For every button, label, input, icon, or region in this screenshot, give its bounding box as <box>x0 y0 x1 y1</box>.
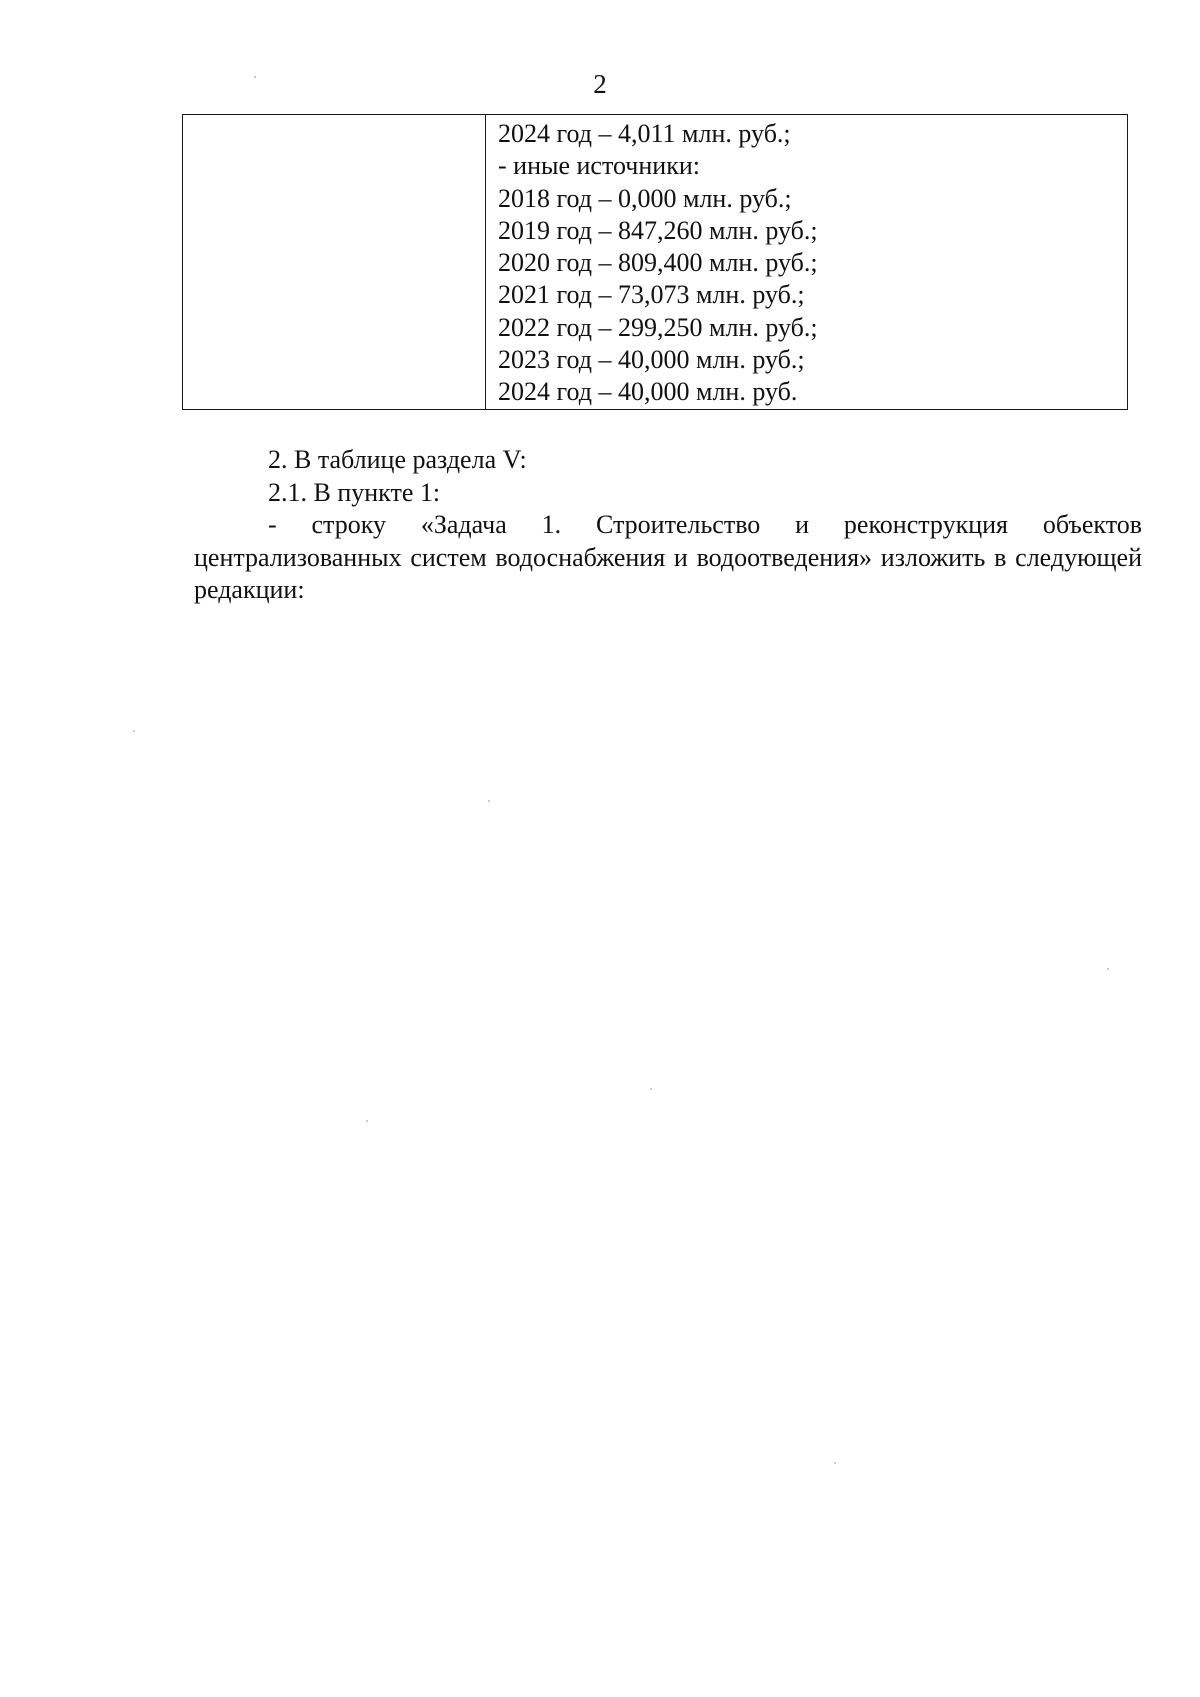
scan-speck <box>133 730 135 732</box>
page-number: 2 <box>593 69 607 99</box>
scan-speck <box>488 800 490 802</box>
funding-line: 2019 год – 847,260 млн. руб.; <box>498 215 818 245</box>
funding-line: 2020 год – 809,400 млн. руб.; <box>498 248 818 278</box>
scan-speck <box>1107 968 1109 970</box>
scan-speck <box>366 1120 368 1122</box>
funding-table <box>182 114 1128 410</box>
funding-line: 2022 год – 299,250 млн. руб.; <box>498 312 818 342</box>
table-cell-funding <box>486 115 1128 410</box>
scan-speck <box>834 1462 836 1464</box>
funding-line: 2018 год – 0,000 млн. руб.; <box>498 183 792 213</box>
table-cell-empty <box>183 115 486 410</box>
funding-lines <box>486 115 1127 409</box>
table-row <box>183 115 1128 410</box>
scan-speck <box>254 76 256 78</box>
scan-speck <box>650 1088 652 1090</box>
funding-line: 2024 год – 40,000 млн. руб. <box>498 377 798 407</box>
paragraph-section-v: 2. В таблице раздела V: <box>268 445 527 474</box>
funding-line: 2021 год – 73,073 млн. руб.; <box>498 280 805 310</box>
paragraph-task-1: - строку «Задача 1. Строительство и реконструкция объектов централизованных систем водоснабжения и водоотведения» изложить в следующей редакции: <box>194 510 1142 604</box>
paragraph-point-1: 2.1. В пункте 1: <box>268 477 441 507</box>
body-text <box>194 444 1142 607</box>
funding-line: 2023 год – 40,000 млн. руб.; <box>498 345 805 375</box>
funding-line: - иные источники: <box>498 151 700 181</box>
funding-line: 2024 год – 4,011 млн. руб.; <box>498 119 791 148</box>
